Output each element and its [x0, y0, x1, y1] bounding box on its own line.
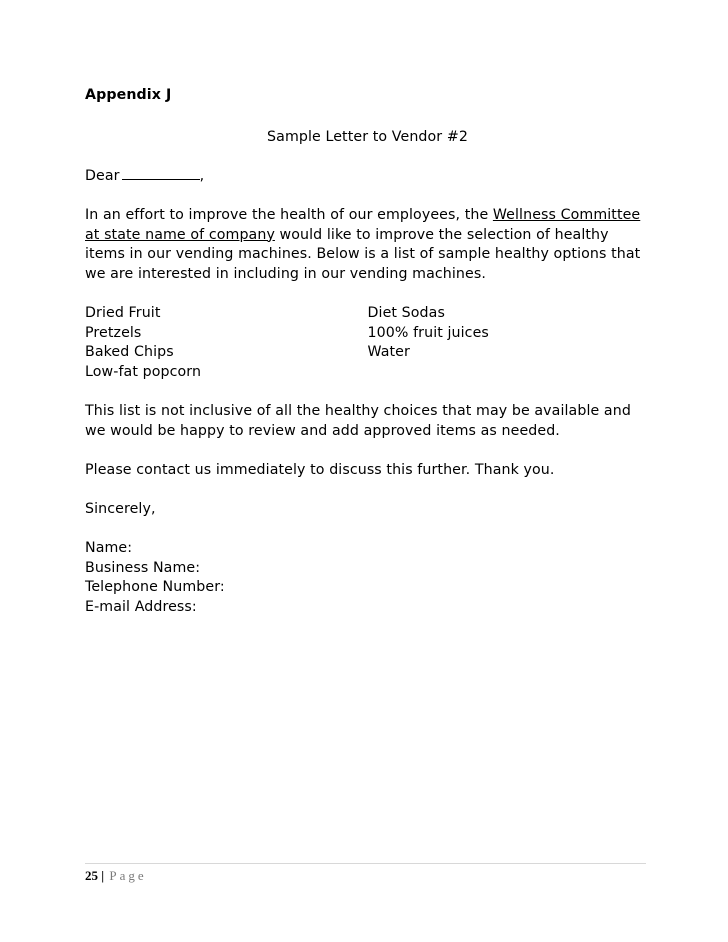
- healthy-items-list: [85, 304, 650, 382]
- appendix-heading: Appendix J: [85, 87, 172, 103]
- field-name: Name:: [85, 540, 133, 557]
- intro-text-2: would like to improve the selection of healthy items in our vending machines. Below is a list of sample healthy options that we are interested in including in our vending machines.: [85, 226, 641, 282]
- letter-body: [85, 86, 650, 617]
- items-right-column: [368, 304, 651, 382]
- list-item: Diet Sodas: [367, 304, 445, 321]
- greeting-prefix: Dear: [85, 167, 120, 184]
- intro-text-1: In an effort to improve the health of our employees, the: [85, 206, 493, 223]
- field-email: E-mail Address:: [85, 598, 197, 615]
- list-item: Dried Fruit: [85, 304, 161, 321]
- list-item: Baked Chips: [85, 344, 174, 361]
- field-business-name: Business Name:: [85, 559, 201, 576]
- list-item: 100% fruit juices: [367, 324, 489, 341]
- greeting: [85, 167, 650, 187]
- page-label: Page: [109, 868, 147, 883]
- greeting-suffix: ,: [199, 167, 205, 184]
- contact-paragraph: Please contact us immediately to discuss this further. Thank you.: [85, 461, 555, 478]
- closing: Sincerely,: [85, 500, 156, 517]
- page-number: 25: [85, 868, 98, 883]
- items-left-column: [85, 304, 368, 382]
- footer-divider: [85, 863, 646, 864]
- committee-name: Wellness Committee at state name of company: [85, 206, 641, 243]
- disclaimer-paragraph: This list is not inclusive of all the healthy choices that may be available and we would be happy to review and add approved items as needed.: [85, 402, 631, 439]
- footer-separator: |: [101, 868, 105, 883]
- intro-paragraph: [85, 206, 650, 284]
- list-item: Low-fat popcorn: [85, 363, 202, 380]
- page-footer: [85, 868, 147, 884]
- field-telephone: Telephone Number:: [85, 579, 225, 596]
- letter-title: Sample Letter to Vendor #2: [267, 128, 468, 145]
- list-item: Water: [367, 344, 410, 361]
- list-item: Pretzels: [85, 324, 142, 341]
- recipient-blank: [122, 178, 200, 180]
